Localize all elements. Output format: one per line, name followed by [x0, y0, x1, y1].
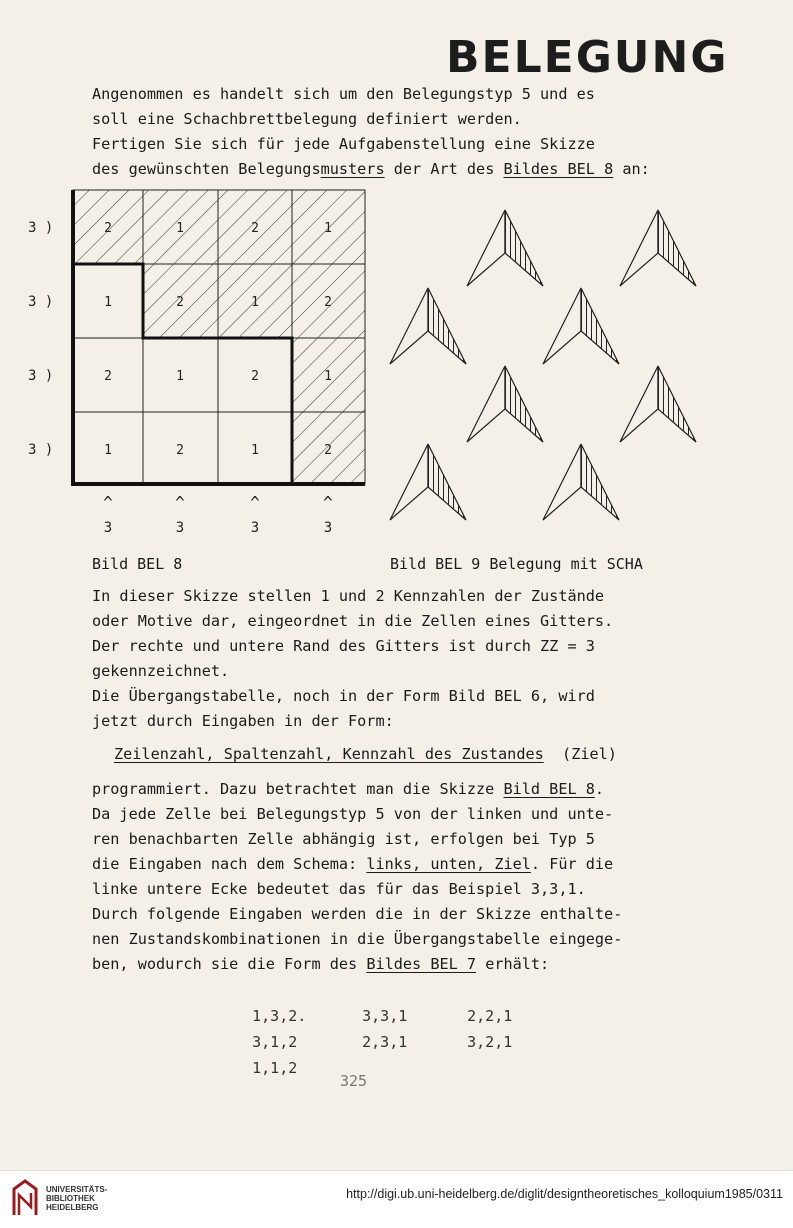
source-url-link[interactable]: http://digi.ub.uni-heidelberg.de/diglit/designtheoretisches_kolloquium1985/0311	[346, 1187, 783, 1201]
page-number: 325	[340, 1072, 368, 1090]
body-line: Durch folgende Eingaben werden die in der Skizze enthalte-	[92, 905, 623, 923]
cell: 2	[251, 369, 259, 384]
text-span: die Eingaben nach dem Schema:	[92, 855, 367, 873]
col-label: 3	[250, 520, 260, 536]
body-line	[92, 854, 613, 874]
col-label: 3	[323, 520, 333, 536]
text-span: der Art des	[384, 160, 504, 178]
body-line	[92, 779, 604, 799]
underlined-bild-bel8: Bild BEL 8	[503, 780, 595, 798]
table-cell: 1,1,2	[252, 1059, 298, 1077]
cell: 1	[104, 443, 112, 458]
col-caret: ^	[250, 493, 260, 512]
cell: 1	[176, 221, 184, 236]
caption-bel8: Bild BEL 8	[92, 555, 183, 573]
arrowhead-icon	[620, 210, 696, 286]
text-span: .	[594, 780, 605, 798]
body-line: Die Übergangstabelle, noch in der Form Bild BEL 6, wird	[92, 687, 595, 705]
arrowhead-icon	[467, 210, 543, 286]
cell: 2	[324, 443, 332, 458]
body-line: ren benachbarten Zelle abhängig ist, erfolgen bei Typ 5	[92, 830, 595, 848]
intro-line-4	[92, 159, 650, 179]
text-span: an:	[613, 160, 650, 178]
cell: 1	[104, 295, 112, 310]
library-name-line: HEIDELBERG	[46, 1203, 99, 1212]
col-label: 3	[103, 520, 113, 536]
body-line: linke untere Ecke bedeutet das für das Beispiel 3,3,1.	[92, 880, 586, 898]
table-cell: 3,3,1	[362, 1007, 408, 1025]
arrowhead-icon	[390, 288, 466, 364]
text-span: programmiert. Dazu betrachtet man die Skizze	[92, 780, 504, 798]
underlined-bildes-bel8: Bildes BEL 8	[503, 160, 614, 178]
cell: 1	[176, 369, 184, 384]
library-logo-icon	[10, 1179, 40, 1219]
arrowhead-icon	[620, 366, 696, 442]
form-line	[114, 744, 617, 764]
cell: 2	[176, 295, 184, 310]
col-caret: ^	[323, 493, 333, 512]
cell: 2	[104, 221, 112, 236]
arrowhead-icon	[543, 444, 619, 520]
table-row	[216, 1041, 297, 1095]
body-line: gekennzeichnet.	[92, 662, 230, 680]
cell: 1	[251, 295, 259, 310]
footer-bar	[0, 1170, 793, 1228]
caption-bel9: Bild BEL 9 Belegung mit SCHA	[390, 555, 643, 573]
form-target: (Ziel)	[543, 745, 617, 763]
cell: 2	[251, 221, 259, 236]
underlined-bildes-bel7: Bildes BEL 7	[366, 955, 477, 973]
arrowhead-icon	[543, 288, 619, 364]
cell: 1	[324, 221, 332, 236]
row-label: 3 )	[28, 442, 54, 458]
intro-line-1: Angenommen es handelt sich um den Belegungstyp 5 und es	[92, 85, 595, 103]
text-span: . Für die	[530, 855, 614, 873]
library-name-line: BIBLIOTHEK	[46, 1194, 95, 1203]
text-span: des gewünschten Belegungs	[92, 160, 321, 178]
table-cell: 2,3,1	[362, 1033, 408, 1051]
col-caret: ^	[103, 493, 113, 512]
cell: 1	[324, 369, 332, 384]
library-name-line: UNIVERSITÄTS-	[46, 1185, 108, 1194]
intro-line-2: soll eine Schachbrettbelegung definiert werden.	[92, 110, 522, 128]
col-label: 3	[175, 520, 185, 536]
cell: 2	[104, 369, 112, 384]
grid-figure	[0, 180, 380, 540]
body-line: jetzt durch Eingaben in der Form:	[92, 712, 394, 730]
library-name	[46, 1185, 107, 1212]
row-label: 3 )	[28, 368, 54, 384]
page-heading: BELEGUNG	[446, 32, 729, 83]
body-line: Da jede Zelle bei Belegungstyp 5 von der linken und unte-	[92, 805, 614, 823]
body-line: Der rechte und untere Rand des Gitters ist durch ZZ = 3	[92, 637, 595, 655]
text-span: erhält:	[476, 955, 550, 973]
table-cell: 1,3,2.	[252, 1007, 307, 1025]
arrowhead-icon	[390, 444, 466, 520]
table-cell: 3,1,2	[252, 1033, 298, 1051]
body-line	[92, 954, 549, 974]
body-line: nen Zustandskombinationen in die Übergangstabelle eingege-	[92, 930, 623, 948]
text-span: ben, wodurch sie die Form des	[92, 955, 367, 973]
row-label: 3 )	[28, 294, 54, 310]
table-cell: 2,2,1	[467, 1007, 513, 1025]
table-cell: 3,2,1	[467, 1033, 513, 1051]
form-underlined: Zeilenzahl, Spaltenzahl, Kennzahl des Zustandes	[114, 745, 544, 763]
cell: 1	[251, 443, 259, 458]
cell: 2	[176, 443, 184, 458]
underlined-musters: musters	[320, 160, 385, 178]
body-line: oder Motive dar, eingeordnet in die Zellen eines Gitters.	[92, 612, 614, 630]
col-caret: ^	[175, 493, 185, 512]
underlined-schema: links, unten, Ziel	[366, 855, 531, 873]
arrowhead-pattern-figure	[380, 200, 710, 530]
cell: 2	[324, 295, 332, 310]
row-label: 3 )	[28, 220, 54, 236]
body-line: In dieser Skizze stellen 1 und 2 Kennzahlen der Zustände	[92, 587, 605, 605]
arrowhead-icon	[467, 366, 543, 442]
intro-line-3: Fertigen Sie sich für jede Aufgabenstellung eine Skizze	[92, 135, 595, 153]
